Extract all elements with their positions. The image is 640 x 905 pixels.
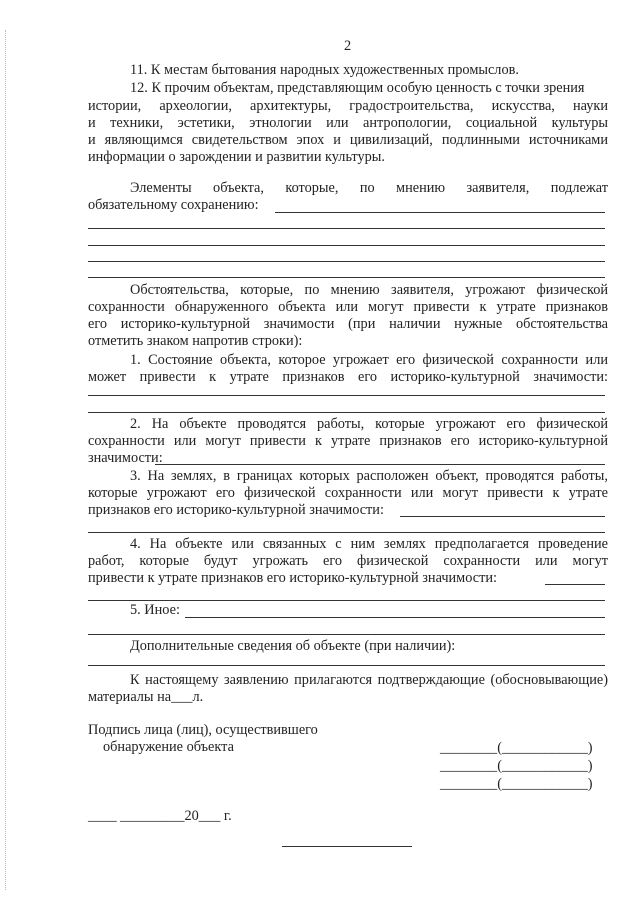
item-12-line: информации о зарождении и развитии культуры.	[88, 149, 385, 165]
circumstance-4: работ, которые будут угрожать его физической сохранности или могут	[88, 553, 608, 569]
fill-line	[88, 261, 605, 262]
fill-line	[275, 212, 605, 213]
fill-line	[88, 600, 605, 601]
circumstances-intro: сохранности обнаруженного объекта или могут привести к утрате признаков	[88, 299, 608, 315]
signature-label: Подпись лица (лиц), осуществившего	[88, 722, 318, 738]
circumstances-intro: Обстоятельства, которые, по мнению заявителя, угрожают физической	[130, 282, 608, 298]
item-12-line: и техники, эстетики, этнологии или антропологии, социальной культуры	[88, 115, 608, 131]
circumstance-5: 5. Иное:	[130, 602, 180, 618]
fill-line	[545, 584, 605, 585]
circumstance-1: может привести к утрате признаков его историко-культурной значимости:	[88, 369, 608, 385]
circumstances-intro: отметить знаком напротив строки):	[88, 333, 303, 349]
fill-line	[88, 634, 605, 635]
circumstance-3: которые угрожают его физической сохранности или могут привести к утрате	[88, 485, 608, 501]
item-12-line: 12. К прочим объектам, представляющим особую ценность с точки зрения	[130, 80, 585, 96]
circumstance-3: признаков его историко-культурной значимости:	[88, 502, 384, 518]
signature-line: ________(____________)	[440, 776, 593, 792]
item-11: 11. К местам бытования народных художественных промыслов.	[130, 62, 519, 78]
signature-line: ________(____________)	[440, 758, 593, 774]
item-12-line: и являющимся свидетельством эпох и цивилизаций, подлинными источниками	[88, 132, 608, 148]
attachments: К настоящему заявлению прилагаются подтверждающие (обосновывающие)	[130, 672, 608, 688]
fill-line	[88, 395, 605, 396]
fill-line	[185, 617, 605, 618]
signature-line: ________(____________)	[440, 740, 593, 756]
circumstance-2: сохранности или могут привести к утрате признаков его историко-культурной	[88, 433, 608, 449]
fill-line	[88, 665, 605, 666]
elements-prompt: Элементы объекта, которые, по мнению заявителя, подлежат	[130, 180, 608, 196]
fill-line	[88, 228, 605, 229]
fill-line	[88, 277, 605, 278]
date-line: ____ _________20___ г.	[88, 808, 232, 824]
circumstance-2: 2. На объекте проводятся работы, которые угрожают его физической	[130, 416, 608, 432]
page-number: 2	[344, 38, 352, 54]
fill-line	[88, 412, 605, 413]
circumstance-1: 1. Состояние объекта, которое угрожает его физической сохранности или	[130, 352, 608, 368]
fill-line	[400, 516, 605, 517]
circumstance-4: 4. На объекте или связанных с ним землях предполагается проведение	[130, 536, 608, 552]
signature-label: обнаружение объекта	[103, 739, 234, 755]
scan-edge	[5, 30, 6, 890]
additional-info: Дополнительные сведения об объекте (при наличии):	[130, 638, 456, 654]
elements-prompt: обязательному сохранению:	[88, 197, 259, 213]
fill-line	[88, 245, 605, 246]
footer-rule	[282, 846, 412, 847]
attachments: материалы на___л.	[88, 689, 204, 705]
circumstance-3: 3. На землях, в границах которых расположен объект, проводятся работы,	[130, 468, 608, 484]
circumstance-2: значимости:	[88, 450, 163, 466]
fill-line	[155, 464, 605, 465]
circumstance-4: привести к утрате признаков его историко-культурной значимости:	[88, 570, 497, 586]
fill-line	[88, 532, 605, 533]
item-12-line: истории, археологии, архитектуры, градостроительства, искусства, науки	[88, 98, 608, 114]
circumstances-intro: его историко-культурной значимости (при наличии нужные обстоятельства	[88, 316, 608, 332]
